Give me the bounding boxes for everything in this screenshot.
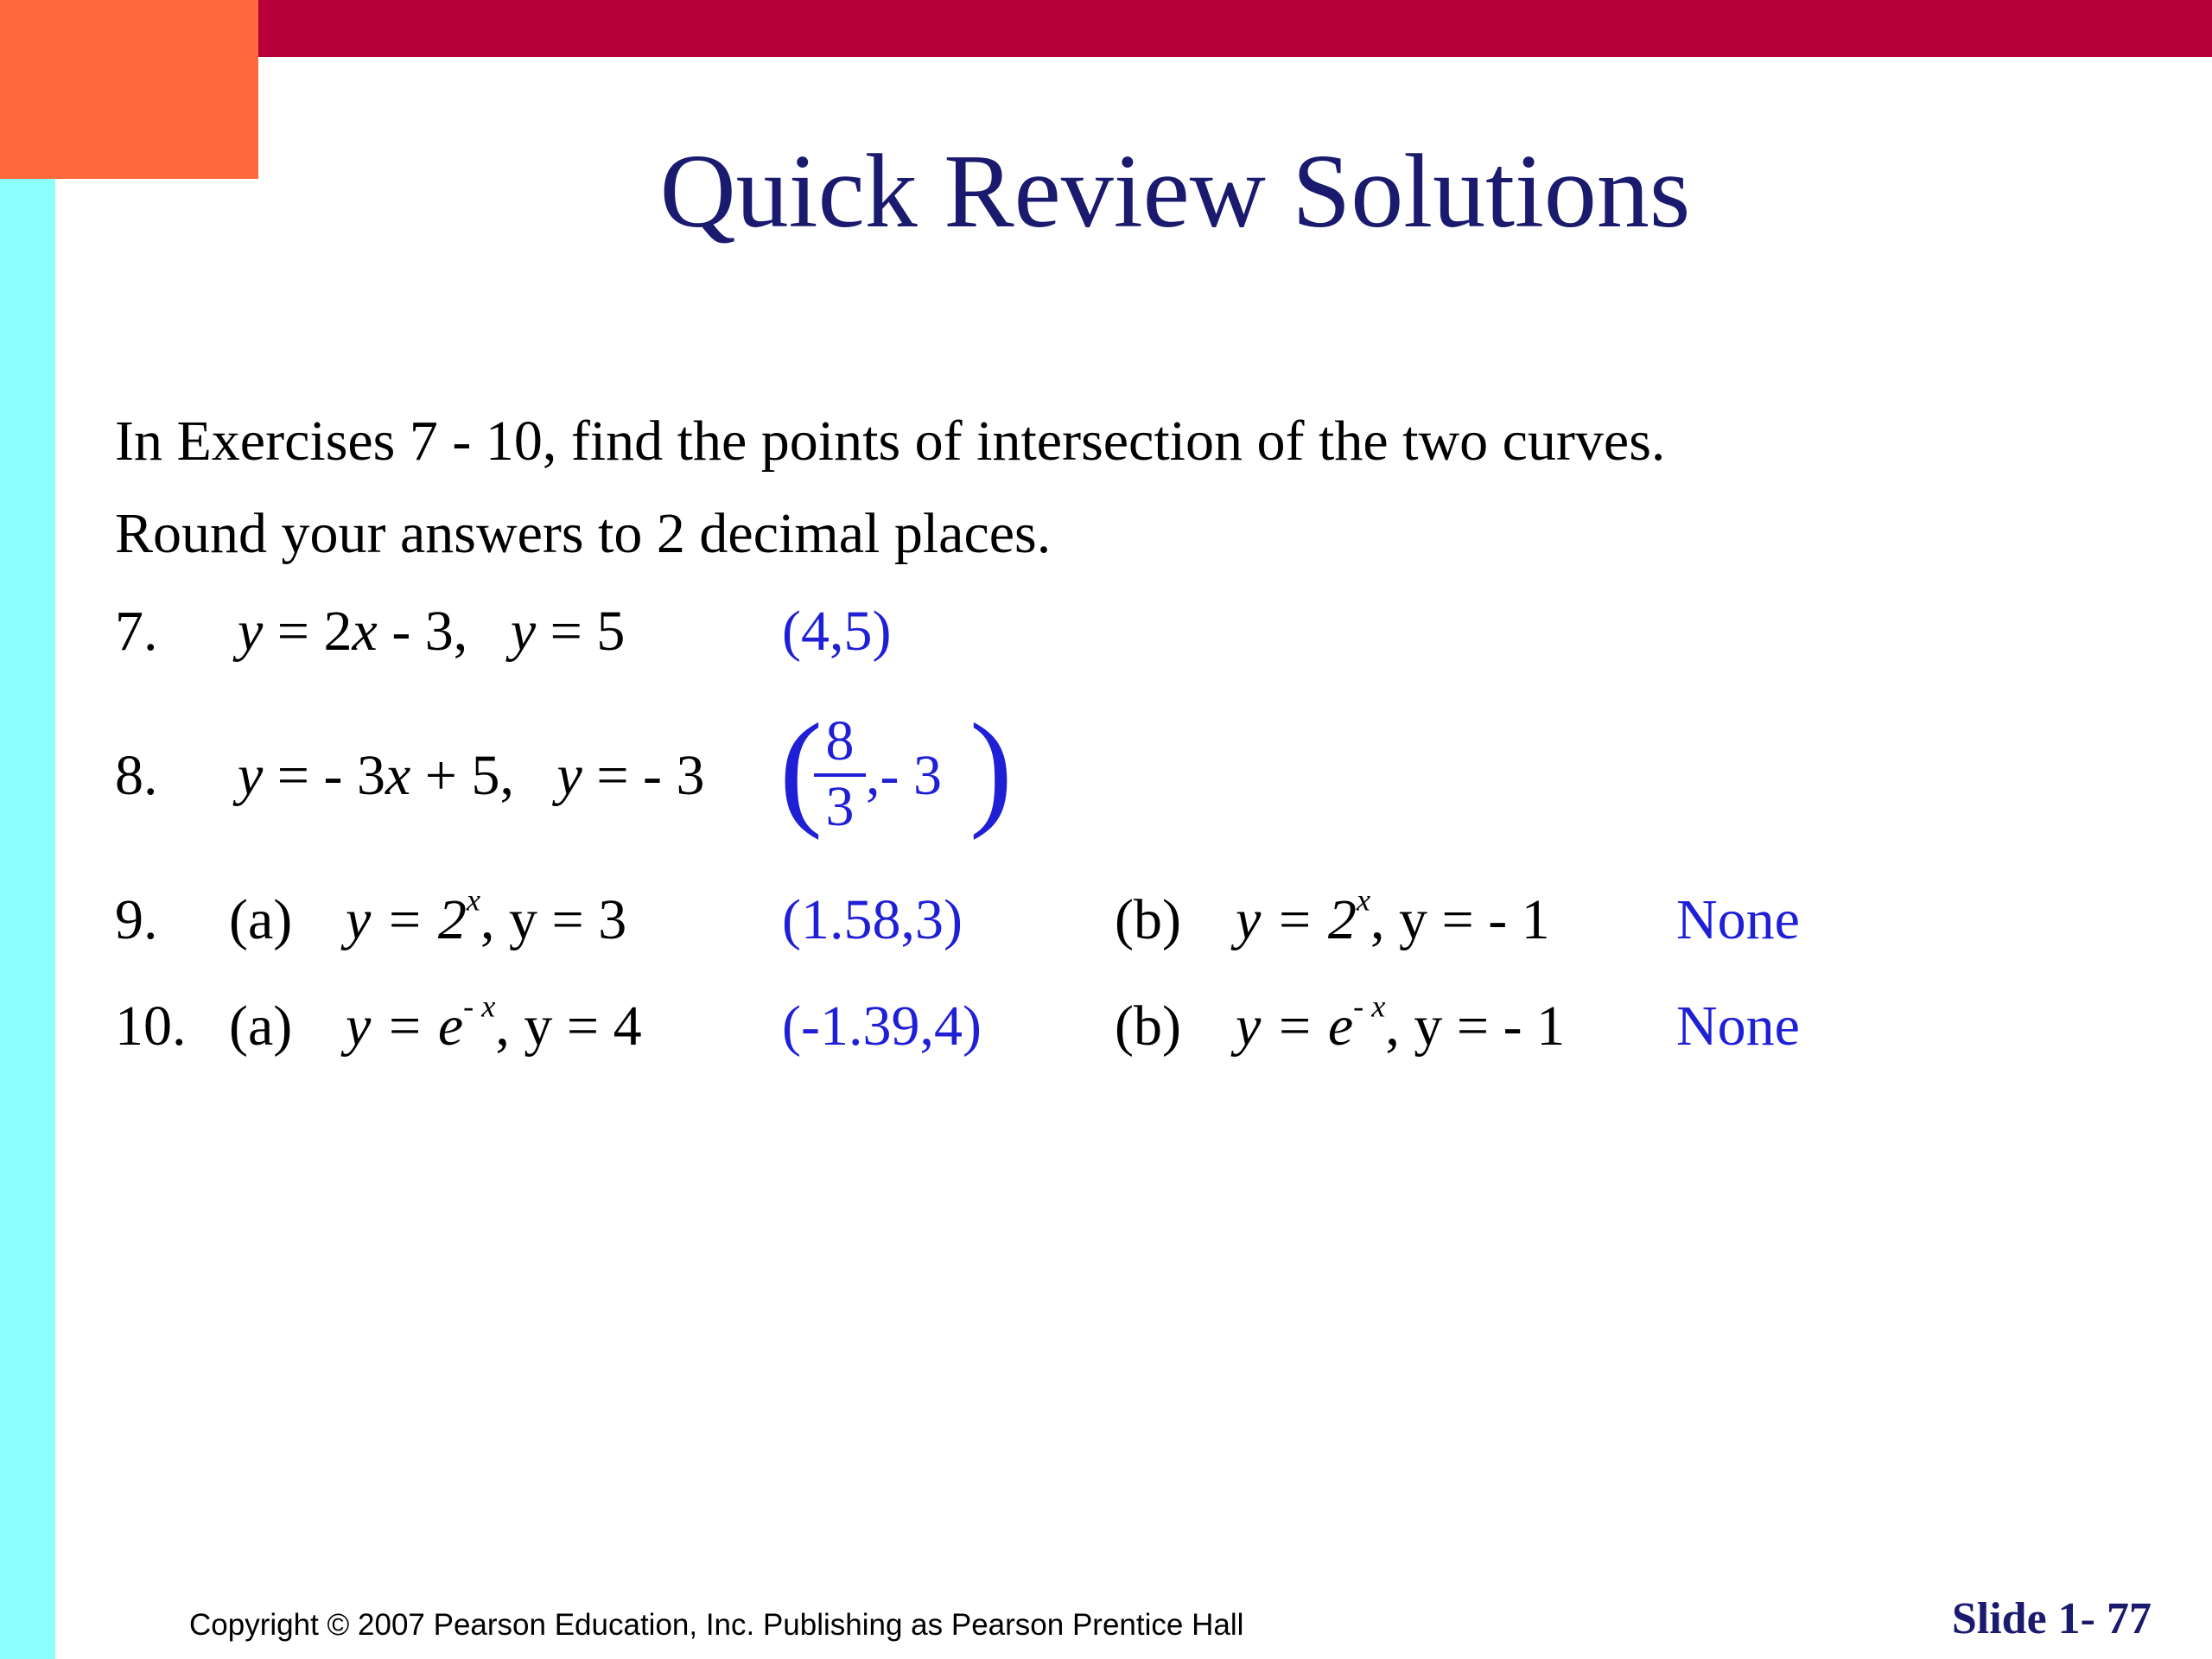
slide-title: Quick Review Solutions (659, 133, 1691, 250)
exercise-9-part-b-label: (b) (1115, 888, 1181, 951)
exercise-8-answer (779, 697, 1013, 851)
right-paren: ) (969, 697, 1013, 841)
exercise-9-number: 9. (115, 888, 158, 951)
exercise-9-part-b-answer: None (1676, 888, 1800, 951)
top-accent-bar (258, 0, 2212, 57)
exercise-10-part-a-answer: (-1.39,4) (782, 995, 982, 1058)
exercise-8-equation: y = - 3x + 5, y = - 3 (238, 744, 705, 807)
exercise-7-equation: y = 2x - 3, y = 5 (238, 600, 626, 663)
exercise-7-number: 7. (115, 600, 158, 663)
slide-number: Slide 1- 77 (1951, 1594, 2152, 1643)
copyright-footer: Copyright © 2007 Pearson Education, Inc. Publishing as Pearson Prentice Hall (189, 1608, 1244, 1642)
exercise-9-part-a-label: (a) (229, 888, 293, 951)
fraction-numerator: 8 (814, 713, 866, 777)
exercise-10-part-b-answer: None (1676, 995, 1800, 1058)
exercise-9-part-b-equation: $y = 2^x$, y = - 1 (1236, 882, 1550, 951)
exercise-7-answer: (4,5) (782, 600, 892, 663)
exercise-9-part-a-answer: (1.58,3) (782, 888, 963, 951)
fraction (814, 709, 866, 838)
exercise-10-part-b-label: (b) (1115, 995, 1181, 1058)
left-paren: ( (779, 697, 823, 841)
exercise-10-number: 10. (115, 995, 187, 1058)
answer-rest: ,- 3 (866, 744, 942, 807)
exercise-10-part-a-equation: $y = e^{- x}$, y = 4 (346, 988, 642, 1058)
instructions-line-2: Round your answers to 2 decimal places. (115, 502, 1052, 565)
exercise-10-part-a-label: (a) (229, 995, 293, 1058)
exercise-9-part-a-equation: $y = 2^x$, y = 3 (346, 882, 627, 951)
left-accent-bar (0, 179, 55, 1659)
exercise-8-number: 8. (115, 744, 158, 807)
exercise-10-part-b-equation: $y = e^{- x}$, y = - 1 (1236, 988, 1566, 1058)
fraction-denominator: 3 (825, 775, 855, 838)
instructions-line-1: In Exercises 7 - 10, find the points of intersection of the two curves. (115, 410, 1666, 473)
corner-accent-block (0, 0, 258, 179)
